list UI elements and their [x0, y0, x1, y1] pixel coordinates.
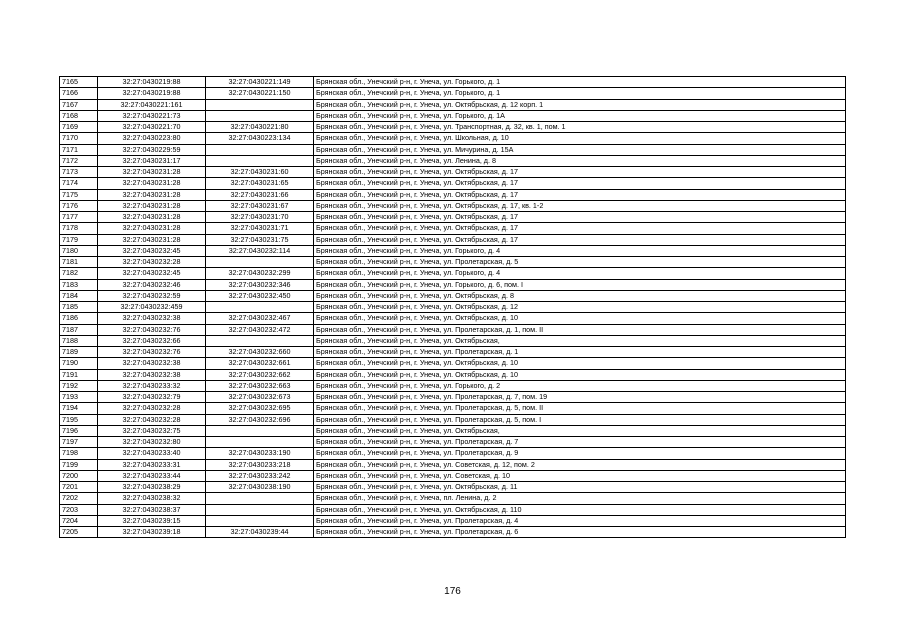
parcel-cadastral-number-cell: 32:27:0430223:80 — [98, 133, 206, 144]
address-cell: Брянская обл., Унечский р-н, г. Унеча, ул. Ленина, д. 8 — [314, 155, 846, 166]
row-number-cell: 7165 — [60, 77, 98, 88]
address-cell: Брянская обл., Унечский р-н, г. Унеча, пл. Ленина, д. 2 — [314, 493, 846, 504]
object-cadastral-number-cell: 32:27:0430231:71 — [206, 223, 314, 234]
parcel-cadastral-number-cell: 32:27:0430219:88 — [98, 77, 206, 88]
parcel-cadastral-number-cell: 32:27:0430238:32 — [98, 493, 206, 504]
row-number-cell: 7202 — [60, 493, 98, 504]
registry-table — [59, 76, 846, 538]
row-number-cell: 7204 — [60, 515, 98, 526]
row-number-cell: 7178 — [60, 223, 98, 234]
address-cell: Брянская обл., Унечский р-н, г. Унеча, ул. Горького, д. 4 — [314, 268, 846, 279]
object-cadastral-number-cell — [206, 437, 314, 448]
object-cadastral-number-cell: 32:27:0430231:70 — [206, 212, 314, 223]
address-cell: Брянская обл., Унечский р-н, г. Унеча, ул. Горького, д. 6, пом. I — [314, 279, 846, 290]
parcel-cadastral-number-cell: 32:27:0430232:75 — [98, 425, 206, 436]
row-number-cell: 7169 — [60, 122, 98, 133]
address-cell: Брянская обл., Унечский р-н, г. Унеча, ул. Октябрьская, — [314, 425, 846, 436]
object-cadastral-number-cell: 32:27:0430231:60 — [206, 167, 314, 178]
parcel-cadastral-number-cell: 32:27:0430232:59 — [98, 290, 206, 301]
parcel-cadastral-number-cell: 32:27:0430231:28 — [98, 234, 206, 245]
parcel-cadastral-number-cell: 32:27:0430233:31 — [98, 459, 206, 470]
address-cell: Брянская обл., Унечский р-н, г. Унеча, ул. Октябрьская, д. 12 — [314, 302, 846, 313]
parcel-cadastral-number-cell: 32:27:0430231:28 — [98, 189, 206, 200]
parcel-cadastral-number-cell: 32:27:0430231:28 — [98, 223, 206, 234]
parcel-cadastral-number-cell: 32:27:0430221:70 — [98, 122, 206, 133]
row-number-cell: 7193 — [60, 392, 98, 403]
table-row — [60, 189, 846, 200]
address-cell: Брянская обл., Унечский р-н, г. Унеча, ул. Транспортная, д. 32, кв. 1, пом. 1 — [314, 122, 846, 133]
address-cell: Брянская обл., Унечский р-н, г. Унеча, ул. Октябрьская, д. 10 — [314, 369, 846, 380]
table-row — [60, 414, 846, 425]
row-number-cell: 7191 — [60, 369, 98, 380]
table-row — [60, 369, 846, 380]
object-cadastral-number-cell: 32:27:0430231:66 — [206, 189, 314, 200]
object-cadastral-number-cell: 32:27:0430231:75 — [206, 234, 314, 245]
object-cadastral-number-cell — [206, 515, 314, 526]
row-number-cell: 7197 — [60, 437, 98, 448]
registry-table-body — [60, 77, 846, 538]
address-cell: Брянская обл., Унечский р-н, г. Унеча, ул. Пролетарская, д. 1 — [314, 347, 846, 358]
parcel-cadastral-number-cell: 32:27:0430229:59 — [98, 144, 206, 155]
table-row — [60, 234, 846, 245]
row-number-cell: 7187 — [60, 324, 98, 335]
row-number-cell: 7186 — [60, 313, 98, 324]
table-row — [60, 527, 846, 538]
object-cadastral-number-cell — [206, 504, 314, 515]
object-cadastral-number-cell: 32:27:0430233:218 — [206, 459, 314, 470]
parcel-cadastral-number-cell: 32:27:0430221:161 — [98, 99, 206, 110]
row-number-cell: 7175 — [60, 189, 98, 200]
address-cell: Брянская обл., Унечский р-н, г. Унеча, ул. Октябрьская, д. 17 — [314, 212, 846, 223]
object-cadastral-number-cell: 32:27:0430232:662 — [206, 369, 314, 380]
object-cadastral-number-cell — [206, 144, 314, 155]
parcel-cadastral-number-cell: 32:27:0430232:76 — [98, 324, 206, 335]
row-number-cell: 7168 — [60, 110, 98, 121]
object-cadastral-number-cell: 32:27:0430221:80 — [206, 122, 314, 133]
table-row — [60, 122, 846, 133]
row-number-cell: 7195 — [60, 414, 98, 425]
parcel-cadastral-number-cell: 32:27:0430238:29 — [98, 482, 206, 493]
object-cadastral-number-cell: 32:27:0430232:661 — [206, 358, 314, 369]
address-cell: Брянская обл., Унечский р-н, г. Унеча, ул. Октябрьская, — [314, 335, 846, 346]
row-number-cell: 7194 — [60, 403, 98, 414]
object-cadastral-number-cell: 32:27:0430232:467 — [206, 313, 314, 324]
address-cell: Брянская обл., Унечский р-н, г. Унеча, ул. Пролетарская, д. 5, пом. I — [314, 414, 846, 425]
object-cadastral-number-cell: 32:27:0430233:190 — [206, 448, 314, 459]
address-cell: Брянская обл., Унечский р-н, г. Унеча, ул. Октябрьская, д. 11 — [314, 482, 846, 493]
object-cadastral-number-cell: 32:27:0430232:660 — [206, 347, 314, 358]
table-row — [60, 245, 846, 256]
address-cell: Брянская обл., Унечский р-н, г. Унеча, ул. Октябрьская, д. 17 — [314, 223, 846, 234]
address-cell: Брянская обл., Унечский р-н, г. Унеча, ул. Горького, д. 2 — [314, 380, 846, 391]
address-cell: Брянская обл., Унечский р-н, г. Унеча, ул. Пролетарская, д. 7, пом. 19 — [314, 392, 846, 403]
table-row — [60, 380, 846, 391]
address-cell: Брянская обл., Унечский р-н, г. Унеча, ул. Октябрьская, д. 8 — [314, 290, 846, 301]
table-row — [60, 77, 846, 88]
row-number-cell: 7180 — [60, 245, 98, 256]
parcel-cadastral-number-cell: 32:27:0430239:15 — [98, 515, 206, 526]
address-cell: Брянская обл., Унечский р-н, г. Унеча, ул. Октябрьская, д. 17 — [314, 167, 846, 178]
row-number-cell: 7183 — [60, 279, 98, 290]
object-cadastral-number-cell — [206, 110, 314, 121]
object-cadastral-number-cell: 32:27:0430231:67 — [206, 200, 314, 211]
page-number: 176 — [444, 586, 461, 597]
address-cell: Брянская обл., Унечский р-н, г. Унеча, ул. Октябрьская, д. 17 — [314, 178, 846, 189]
address-cell: Брянская обл., Унечский р-н, г. Унеча, ул. Октябрьская, д. 10 — [314, 313, 846, 324]
parcel-cadastral-number-cell: 32:27:0430233:40 — [98, 448, 206, 459]
address-cell: Брянская обл., Унечский р-н, г. Унеча, ул. Пролетарская, д. 9 — [314, 448, 846, 459]
table-row — [60, 155, 846, 166]
table-row — [60, 200, 846, 211]
object-cadastral-number-cell — [206, 99, 314, 110]
object-cadastral-number-cell: 32:27:0430232:663 — [206, 380, 314, 391]
object-cadastral-number-cell: 32:27:0430232:450 — [206, 290, 314, 301]
row-number-cell: 7174 — [60, 178, 98, 189]
address-cell: Брянская обл., Унечский р-н, г. Унеча, ул. Октябрьская, д. 110 — [314, 504, 846, 515]
parcel-cadastral-number-cell: 32:27:0430232:38 — [98, 313, 206, 324]
object-cadastral-number-cell: 32:27:0430223:134 — [206, 133, 314, 144]
table-row — [60, 437, 846, 448]
row-number-cell: 7192 — [60, 380, 98, 391]
parcel-cadastral-number-cell: 32:27:0430232:45 — [98, 245, 206, 256]
object-cadastral-number-cell: 32:27:0430232:346 — [206, 279, 314, 290]
parcel-cadastral-number-cell: 32:27:0430232:76 — [98, 347, 206, 358]
table-row — [60, 212, 846, 223]
table-row — [60, 504, 846, 515]
table-row — [60, 178, 846, 189]
parcel-cadastral-number-cell: 32:27:0430232:66 — [98, 335, 206, 346]
address-cell: Брянская обл., Унечский р-н, г. Унеча, ул. Пролетарская, д. 6 — [314, 527, 846, 538]
row-number-cell: 7199 — [60, 459, 98, 470]
row-number-cell: 7200 — [60, 470, 98, 481]
object-cadastral-number-cell — [206, 302, 314, 313]
row-number-cell: 7176 — [60, 200, 98, 211]
address-cell: Брянская обл., Унечский р-н, г. Унеча, ул. Октябрьская, д. 17 — [314, 189, 846, 200]
parcel-cadastral-number-cell: 32:27:0430231:28 — [98, 167, 206, 178]
address-cell: Брянская обл., Унечский р-н, г. Унеча, ул. Советская, д. 12, пом. 2 — [314, 459, 846, 470]
object-cadastral-number-cell: 32:27:0430231:65 — [206, 178, 314, 189]
table-row — [60, 110, 846, 121]
table-row — [60, 290, 846, 301]
address-cell: Брянская обл., Унечский р-н, г. Унеча, ул. Советская, д. 10 — [314, 470, 846, 481]
parcel-cadastral-number-cell: 32:27:0430239:18 — [98, 527, 206, 538]
table-row — [60, 133, 846, 144]
parcel-cadastral-number-cell: 32:27:0430231:28 — [98, 178, 206, 189]
parcel-cadastral-number-cell: 32:27:0430232:38 — [98, 369, 206, 380]
object-cadastral-number-cell — [206, 257, 314, 268]
row-number-cell: 7172 — [60, 155, 98, 166]
object-cadastral-number-cell — [206, 493, 314, 504]
parcel-cadastral-number-cell: 32:27:0430232:38 — [98, 358, 206, 369]
address-cell: Брянская обл., Унечский р-н, г. Унеча, ул. Пролетарская, д. 1, пом. II — [314, 324, 846, 335]
address-cell: Брянская обл., Унечский р-н, г. Унеча, ул. Пролетарская, д. 5, пом. II — [314, 403, 846, 414]
table-row — [60, 470, 846, 481]
object-cadastral-number-cell: 32:27:0430232:673 — [206, 392, 314, 403]
parcel-cadastral-number-cell: 32:27:0430233:44 — [98, 470, 206, 481]
address-cell: Брянская обл., Унечский р-н, г. Унеча, ул. Горького, д. 1 — [314, 88, 846, 99]
table-row — [60, 335, 846, 346]
table-row — [60, 324, 846, 335]
table-row — [60, 425, 846, 436]
row-number-cell: 7171 — [60, 144, 98, 155]
parcel-cadastral-number-cell: 32:27:0430221:73 — [98, 110, 206, 121]
row-number-cell: 7190 — [60, 358, 98, 369]
address-cell: Брянская обл., Унечский р-н, г. Унеча, ул. Мичурина, д. 15А — [314, 144, 846, 155]
row-number-cell: 7167 — [60, 99, 98, 110]
row-number-cell: 7177 — [60, 212, 98, 223]
row-number-cell: 7185 — [60, 302, 98, 313]
table-row — [60, 279, 846, 290]
object-cadastral-number-cell — [206, 155, 314, 166]
table-row — [60, 268, 846, 279]
table-row — [60, 403, 846, 414]
object-cadastral-number-cell: 32:27:0430232:299 — [206, 268, 314, 279]
table-row — [60, 392, 846, 403]
row-number-cell: 7179 — [60, 234, 98, 245]
row-number-cell: 7166 — [60, 88, 98, 99]
address-cell: Брянская обл., Унечский р-н, г. Унеча, ул. Октябрьская, д. 17, кв. 1-2 — [314, 200, 846, 211]
table-row — [60, 515, 846, 526]
address-cell: Брянская обл., Унечский р-н, г. Унеча, ул. Октябрьская, д. 12 корп. 1 — [314, 99, 846, 110]
object-cadastral-number-cell — [206, 335, 314, 346]
parcel-cadastral-number-cell: 32:27:0430232:80 — [98, 437, 206, 448]
table-row — [60, 257, 846, 268]
table-row — [60, 88, 846, 99]
row-number-cell: 7198 — [60, 448, 98, 459]
parcel-cadastral-number-cell: 32:27:0430232:28 — [98, 414, 206, 425]
parcel-cadastral-number-cell: 32:27:0430231:28 — [98, 200, 206, 211]
table-row — [60, 302, 846, 313]
address-cell: Брянская обл., Унечский р-н, г. Унеча, ул. Пролетарская, д. 7 — [314, 437, 846, 448]
object-cadastral-number-cell: 32:27:0430232:696 — [206, 414, 314, 425]
table-row — [60, 482, 846, 493]
row-number-cell: 7189 — [60, 347, 98, 358]
row-number-cell: 7170 — [60, 133, 98, 144]
parcel-cadastral-number-cell: 32:27:0430232:28 — [98, 257, 206, 268]
table-row — [60, 347, 846, 358]
row-number-cell: 7188 — [60, 335, 98, 346]
table-row — [60, 448, 846, 459]
row-number-cell: 7184 — [60, 290, 98, 301]
table-row — [60, 459, 846, 470]
table-row — [60, 144, 846, 155]
object-cadastral-number-cell: 32:27:0430232:114 — [206, 245, 314, 256]
row-number-cell: 7181 — [60, 257, 98, 268]
address-cell: Брянская обл., Унечский р-н, г. Унеча, ул. Октябрьская, д. 17 — [314, 234, 846, 245]
table-row — [60, 99, 846, 110]
row-number-cell: 7182 — [60, 268, 98, 279]
table-row — [60, 223, 846, 234]
object-cadastral-number-cell: 32:27:0430239:44 — [206, 527, 314, 538]
table-row — [60, 167, 846, 178]
address-cell: Брянская обл., Унечский р-н, г. Унеча, ул. Пролетарская, д. 5 — [314, 257, 846, 268]
row-number-cell: 7173 — [60, 167, 98, 178]
object-cadastral-number-cell — [206, 425, 314, 436]
parcel-cadastral-number-cell: 32:27:0430231:17 — [98, 155, 206, 166]
address-cell: Брянская обл., Унечский р-н, г. Унеча, ул. Октябрьская, д. 10 — [314, 358, 846, 369]
row-number-cell: 7201 — [60, 482, 98, 493]
address-cell: Брянская обл., Унечский р-н, г. Унеча, ул. Горького, д. 1 — [314, 77, 846, 88]
object-cadastral-number-cell: 32:27:0430221:150 — [206, 88, 314, 99]
table-row — [60, 493, 846, 504]
parcel-cadastral-number-cell: 32:27:0430232:28 — [98, 403, 206, 414]
address-cell: Брянская обл., Унечский р-н, г. Унеча, ул. Горького, д. 1А — [314, 110, 846, 121]
object-cadastral-number-cell: 32:27:0430221:149 — [206, 77, 314, 88]
parcel-cadastral-number-cell: 32:27:0430232:46 — [98, 279, 206, 290]
parcel-cadastral-number-cell: 32:27:0430232:45 — [98, 268, 206, 279]
object-cadastral-number-cell: 32:27:0430232:472 — [206, 324, 314, 335]
address-cell: Брянская обл., Унечский р-н, г. Унеча, ул. Горького, д. 4 — [314, 245, 846, 256]
object-cadastral-number-cell: 32:27:0430233:242 — [206, 470, 314, 481]
row-number-cell: 7203 — [60, 504, 98, 515]
object-cadastral-number-cell: 32:27:0430232:695 — [206, 403, 314, 414]
parcel-cadastral-number-cell: 32:27:0430238:37 — [98, 504, 206, 515]
parcel-cadastral-number-cell: 32:27:0430233:32 — [98, 380, 206, 391]
table-row — [60, 313, 846, 324]
parcel-cadastral-number-cell: 32:27:0430219:88 — [98, 88, 206, 99]
parcel-cadastral-number-cell: 32:27:0430231:28 — [98, 212, 206, 223]
parcel-cadastral-number-cell: 32:27:0430232:459 — [98, 302, 206, 313]
address-cell: Брянская обл., Унечский р-н, г. Унеча, ул. Школьная, д. 10 — [314, 133, 846, 144]
parcel-cadastral-number-cell: 32:27:0430232:79 — [98, 392, 206, 403]
row-number-cell: 7196 — [60, 425, 98, 436]
table-row — [60, 358, 846, 369]
object-cadastral-number-cell: 32:27:0430238:190 — [206, 482, 314, 493]
address-cell: Брянская обл., Унечский р-н, г. Унеча, ул. Пролетарская, д. 4 — [314, 515, 846, 526]
row-number-cell: 7205 — [60, 527, 98, 538]
